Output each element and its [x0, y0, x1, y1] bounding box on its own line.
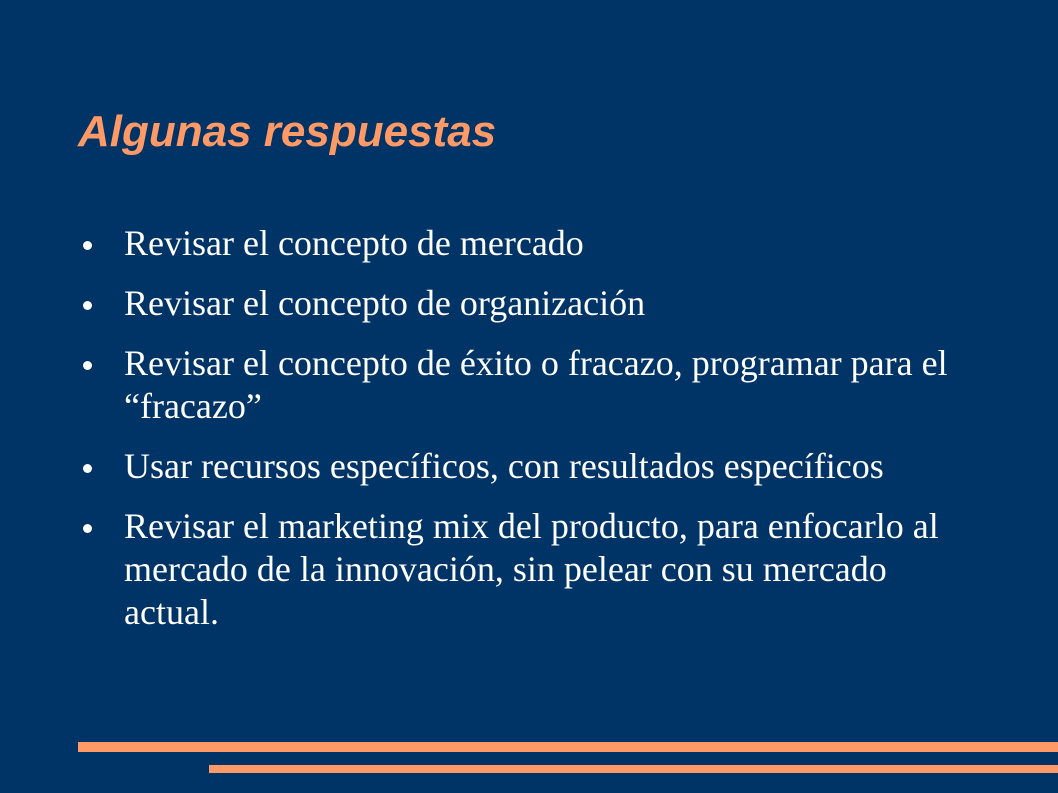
bullet-dot-icon: [83, 524, 92, 533]
bullet-text: Revisar el concepto de mercado: [124, 223, 584, 263]
decorative-bar-bottom: [209, 765, 1058, 773]
slide-title: Algunas respuestas: [78, 107, 497, 156]
bullet-text: Revisar el marketing mix del producto, para enfocarlo al mercado de la innovación, sin pelear con su mercado actual.: [124, 506, 939, 632]
bullet-item: [83, 282, 983, 325]
bullet-text: Usar recursos específicos, con resultados específicos: [124, 446, 884, 486]
bullet-dot-icon: [83, 301, 92, 310]
bullet-list: [83, 222, 983, 651]
bullet-text: Revisar el concepto de organización: [124, 283, 646, 323]
bullet-dot-icon: [83, 464, 92, 473]
bullet-text: Revisar el concepto de éxito o fracazo, programar para el “fracazo”: [124, 343, 948, 426]
decorative-bar-top: [78, 742, 1058, 752]
bullet-item: [83, 445, 983, 488]
bullet-item: [83, 342, 983, 428]
bullet-dot-icon: [83, 361, 92, 370]
bullet-item: [83, 222, 983, 265]
bullet-item: [83, 505, 983, 634]
bullet-dot-icon: [83, 241, 92, 250]
